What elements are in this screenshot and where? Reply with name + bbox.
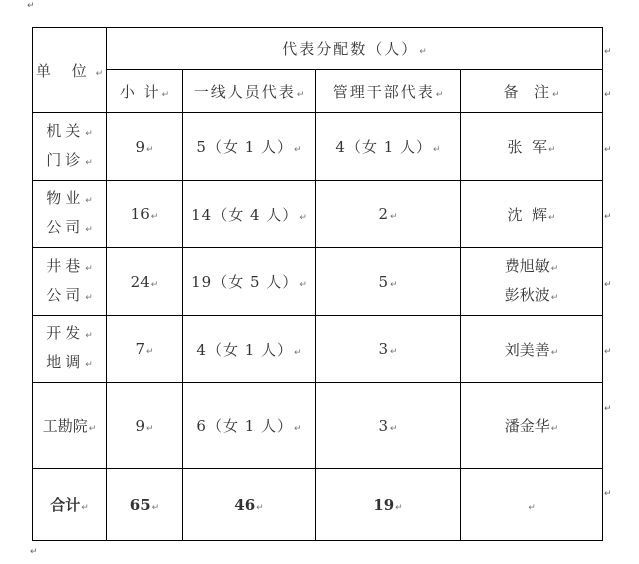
frontline-cell: 4（女 1 人）↵	[183, 316, 316, 383]
table-row	[33, 113, 603, 181]
management-cell: 3↵	[316, 316, 461, 383]
row-end-mark: ↵	[604, 347, 612, 357]
table-row	[33, 248, 603, 316]
unit-cell: 物业↵ 公司↵	[33, 181, 107, 248]
paragraph-mark-top: ↵	[27, 1, 35, 11]
total-management: 19↵	[316, 469, 461, 541]
total-label: 合计↵	[33, 469, 107, 541]
frontline-cell: 5（女 1 人）↵	[183, 113, 316, 181]
header-allocation-group: 代表分配数（人）↵	[107, 28, 603, 70]
table-row	[33, 181, 603, 248]
header-remarks: 备 注↵	[461, 70, 603, 113]
frontline-cell: 19（女 5 人）↵	[183, 248, 316, 316]
row-end-mark: ↵	[604, 145, 612, 155]
remark-cell: 潘金华↵	[461, 383, 603, 469]
table-row	[33, 316, 603, 383]
row-end-mark: ↵	[604, 90, 612, 100]
header-unit: 单 位↵	[33, 28, 107, 113]
subtotal-cell: 24↵	[107, 248, 183, 316]
remark-cell: 费旭敏↵ 彭秋波↵	[461, 248, 603, 316]
unit-cell: 机关↵ 门诊↵	[33, 113, 107, 181]
unit-cell: 开发↵ 地调↵	[33, 316, 107, 383]
row-end-mark: ↵	[604, 212, 612, 222]
frontline-cell: 14（女 4 人）↵	[183, 181, 316, 248]
frontline-cell: 6（女 1 人）↵	[183, 383, 316, 469]
total-subtotal: 65↵	[107, 469, 183, 541]
header-management: 管理干部代表↵	[316, 70, 461, 113]
management-cell: 4（女 1 人）↵	[316, 113, 461, 181]
representative-allocation-table	[32, 27, 603, 541]
remark-cell: 沈 辉↵	[461, 181, 603, 248]
management-cell: 3↵	[316, 383, 461, 469]
management-cell: 2↵	[316, 181, 461, 248]
remark-cell: 张 军↵	[461, 113, 603, 181]
table-row	[33, 383, 603, 469]
row-end-mark: ↵	[604, 404, 612, 414]
header-frontline: 一线人员代表↵	[183, 70, 316, 113]
row-end-mark: ↵	[604, 47, 612, 57]
subtotal-cell: 16↵	[107, 181, 183, 248]
management-cell: 5↵	[316, 248, 461, 316]
row-end-mark: ↵	[604, 489, 612, 499]
unit-cell: 井巷↵ 公司↵	[33, 248, 107, 316]
total-row	[33, 469, 603, 541]
paragraph-mark-bottom: ↵	[30, 547, 38, 557]
total-frontline: 46↵	[183, 469, 316, 541]
subtotal-cell: 7↵	[107, 316, 183, 383]
header-subtotal: 小 计↵	[107, 70, 183, 113]
total-remark: ↵	[461, 469, 603, 541]
subtotal-cell: 9↵	[107, 383, 183, 469]
row-end-mark: ↵	[604, 280, 612, 290]
unit-cell: 工勘院↵	[33, 383, 107, 469]
remark-cell: 刘美善↵	[461, 316, 603, 383]
subtotal-cell: 9↵	[107, 113, 183, 181]
